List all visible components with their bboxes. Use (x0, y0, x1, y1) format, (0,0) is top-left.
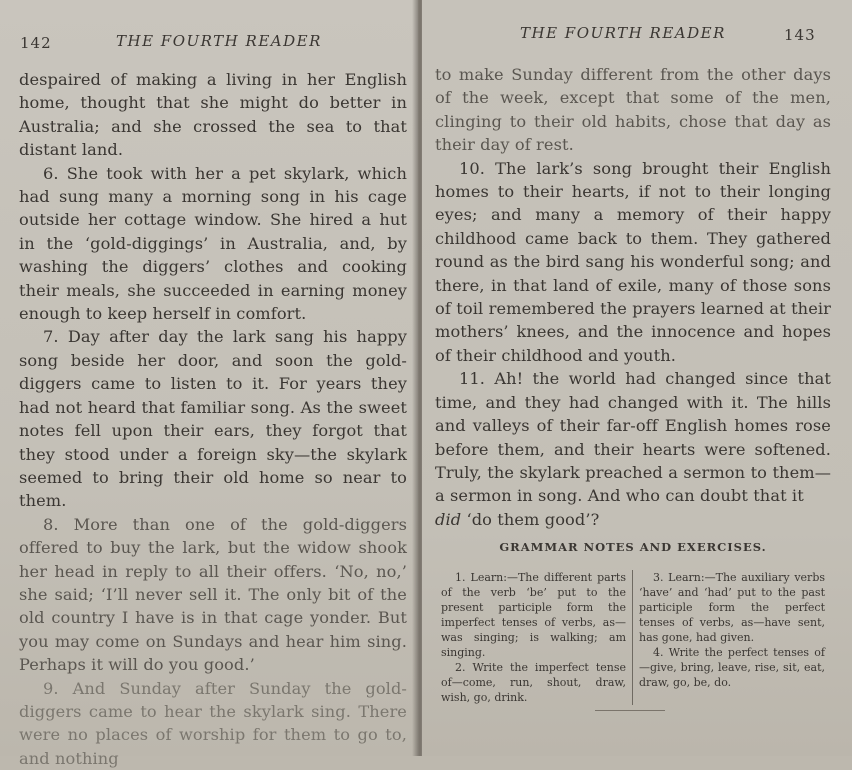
grammar-column-right (633, 570, 831, 705)
left-page (0, 0, 418, 768)
right-body-text (435, 63, 831, 531)
right-page (422, 0, 852, 756)
page-number-left: 142 (20, 34, 52, 52)
grammar-notes (435, 540, 831, 705)
emphasis-word: did (435, 509, 462, 529)
paragraph: 9. And Sunday after Sunday the gold-diggers came to hear the skylark sing. There were no places of worship for them to go to, and nothing (19, 678, 407, 768)
left-body-text (19, 68, 407, 770)
paragraph-text: 11. Ah! the world had changed since that time, and they had changed with it. The hills and valleys of their far-off English homes rose before them, and their hearts were softened. Truly, the skylark preached a sermon to them—a sermon in song. And who can doubt that it (435, 369, 831, 506)
grammar-item: 2. Write the imperfect tense of—come, run, shout, draw, wish, go, drink. (441, 661, 626, 704)
grammar-column-left (435, 570, 633, 705)
paragraph: 8. More than one of the gold-diggers offered to buy the lark, but the widow shook her head in reply to all their offers. ‘No, no,’ she said; ‘I’ll never sell it. The only bit of the old country I have is in that cage yonder. But you may come on Sundays and hear him sing. Perhaps it will do you good.’ (19, 514, 407, 675)
grammar-item: 3. Learn:—The auxiliary verbs ‘have’ and ‘had’ put to the past participle form the perfect tenses of verbs, as—have sent, has gone, had given. (639, 571, 825, 644)
running-title-right: THE FOURTH READER (520, 24, 726, 42)
grammar-item: 4. Write the perfect tenses of—give, bring, leave, rise, sit, eat, draw, go, be, do. (639, 646, 825, 689)
grammar-columns (435, 570, 831, 705)
paragraph (435, 367, 831, 531)
paragraph: 7. Day after day the lark sang his happy song beside her door, and soon the gold-diggers came to listen to it. For years they had not heard that familiar song. As the sweet notes fell upon their ears, they forgot that they stood under a foreign sky—the skylark seemed to bring their old home so near to them. (19, 327, 407, 511)
paragraph: to make Sunday different from the other days of the week, except that some of the men, clinging to their old habits, chose that day as their day of rest. (435, 65, 831, 155)
running-title-left: THE FOURTH READER (116, 32, 322, 50)
paragraph: despaired of making a living in her English home, thought that she might do better in Australia; and she crossed the sea to that distant land. (19, 70, 407, 160)
divider-rule (595, 710, 665, 711)
paragraph-ending: ‘do them good’? (461, 509, 600, 529)
paragraph: 6. She took with her a pet skylark, which had sung many a morning song in his cage outside her cottage window. She hired a hut in the ‘gold-diggings’ in Australia, and, by washing the diggers’ clothes and cooking their meals, she succeeded in earning money enough to keep herself in comfort. (19, 163, 407, 324)
grammar-heading: GRAMMAR NOTES AND EXERCISES. (499, 540, 767, 554)
grammar-item: 1. Learn:—The different parts of the verb ‘be’ put to the present participle form the imperfect tenses of verbs, as—was singing; is walking; am singing. (441, 571, 626, 659)
paragraph: 10. The lark’s song brought their English homes to their hearts, if not to their longing eyes; and many a memory of their happy childhood came back to them. They gathered round as the bird sang his wonderful song; and there, in that land of exile, many of those sons of toil remembered the prayers learned at their mothers’ knees, and the innocence and hopes of their childhood and youth. (435, 158, 831, 365)
page-number-right: 143 (784, 26, 816, 44)
